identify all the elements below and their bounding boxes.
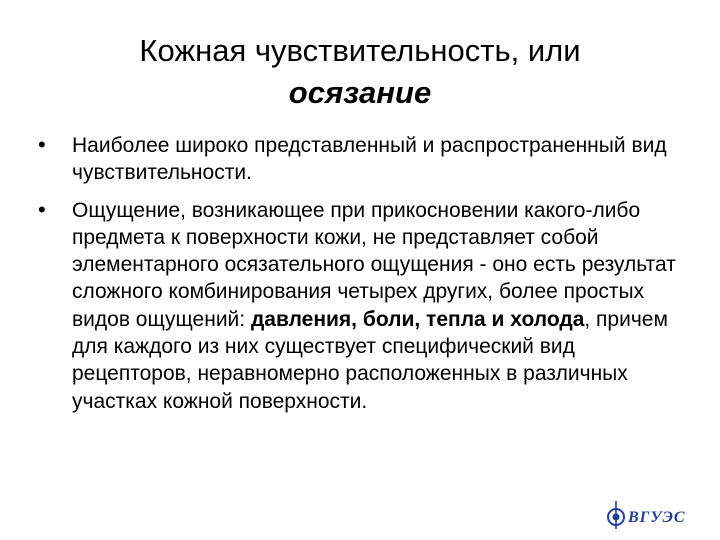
bullet-icon: • xyxy=(38,132,46,157)
university-logo xyxy=(606,496,702,534)
logo-emblem-icon xyxy=(608,501,624,529)
logo-text: ВГУЭС xyxy=(628,509,686,526)
title-line-1: Кожная чувствительность, или xyxy=(139,33,581,68)
bullet-list xyxy=(36,132,686,425)
bullet-text: Наиболее широко представленный и распространенный вид чувствительности. xyxy=(72,134,667,185)
bullet-text-bold: давления, боли, тепла и холода xyxy=(250,307,585,331)
bullet-item xyxy=(36,197,686,415)
bullet-text-end: , причем для каждого из них существует специфический вид рецепторов, неравномерно расположенных в различных участках кожной поверхности. xyxy=(72,307,668,413)
bullet-item xyxy=(36,132,686,187)
slide-title xyxy=(60,30,660,114)
bullet-icon: • xyxy=(38,196,46,222)
bullet-text-start: Ощущение, возникающее при прикосновении какого-либо предмета к поверхности кожи, не представляет собой элементарного осязательного ощущения - оно есть результат сложного комбинирования четырех других, более простых видов ощущений: xyxy=(72,198,676,331)
title-line-2: осязание xyxy=(288,75,432,110)
